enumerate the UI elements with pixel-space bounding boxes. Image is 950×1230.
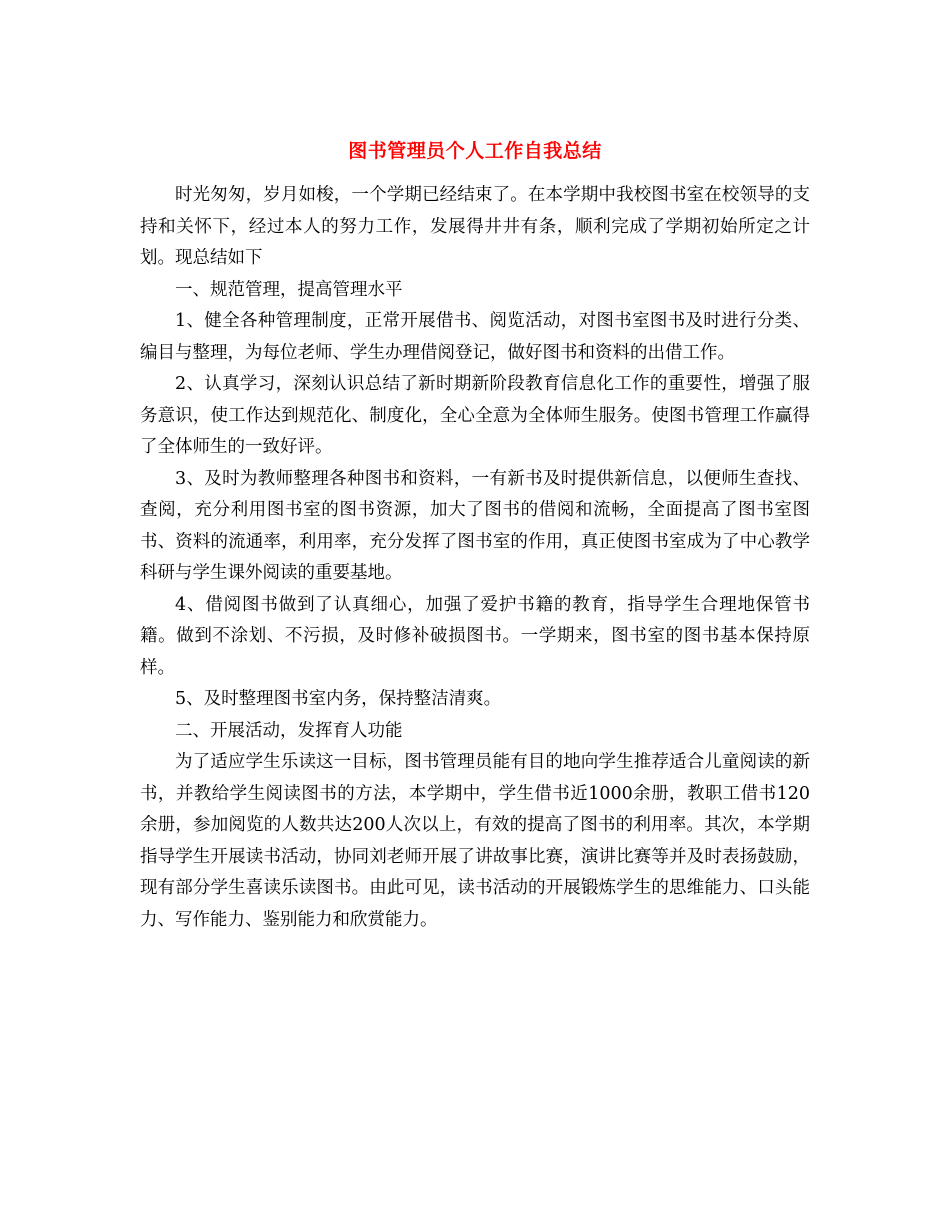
document-title: 图书管理员个人工作自我总结 (348, 140, 602, 162)
paragraph-item-1: 1、健全各种管理制度，正常开展借书、阅览活动，对图书室图书及时进行分类、编目与整理，为每位老师、学生办理借阅登记，做好图书和资料的出借工作。 (140, 311, 810, 363)
paragraph-activities: 为了适应学生乐读这一目标，图书管理员能有目的地向学生推荐适合儿童阅读的新书，并教给学生阅读图书的方法，本学期中，学生借书近1000余册，教职工借书120余册，参加阅览的人数共达200人次以上，有效的提高了图书的利用率。其次，本学期指导学生开展读书活动，协同刘老师开展了讲故事比赛，演讲比赛等并及时表扬鼓励，现有部分学生喜读乐读图书。由此可见，读书活动的开展锻炼学生的思维能力、口头能力、写作能力、鉴别能力和欣赏能力。 (140, 752, 810, 930)
paragraph-item-2: 2、认真学习，深刻认识总结了新时期新阶段教育信息化工作的重要性，增强了服务意识，使工作达到规范化、制度化，全心全意为全体师生服务。使图书管理工作赢得了全体师生的一致好评。 (140, 374, 810, 457)
paragraph-intro: 时光匆匆，岁月如梭，一个学期已经结束了。在本学期中我校图书室在校领导的支持和关怀下，经过本人的努力工作，发展得井井有条，顺利完成了学期初始所定之计划。现总结如下 (140, 185, 810, 268)
paragraph-item-4: 4、借阅图书做到了认真细心，加强了爱护书籍的教育，指导学生合理地保管书籍。做到不涂划、不污损，及时修补破损图书。一学期来，图书室的图书基本保持原样。 (140, 594, 810, 678)
section-heading-1: 一、规范管理，提高管理水平 (175, 279, 403, 300)
section-heading-2: 二、开展活动，发挥育人功能 (175, 720, 403, 741)
paragraph-item-3: 3、及时为教师整理各种图书和资料，一有新书及时提供新信息，以便师生查找、查阅，充分利用图书室的图书资源，加大了图书的借阅和流畅，全面提高了图书室图书、资料的流通率，利用率，充分发挥了图书室的作用，真正使图书室成为了中心教学科研与学生课外阅读的重要基地。 (140, 468, 810, 583)
paragraph-item-5: 5、及时整理图书室内务，保持整洁清爽。 (175, 689, 502, 709)
document-body (140, 180, 810, 936)
